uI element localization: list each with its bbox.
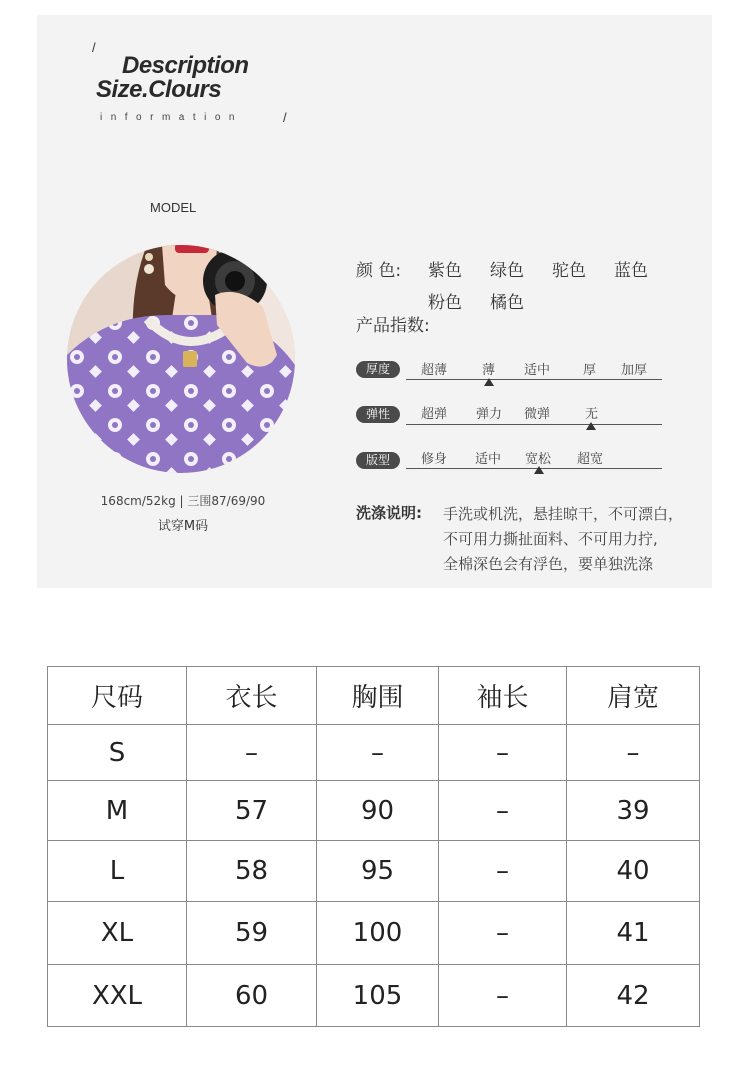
table-cell: 41 — [567, 902, 700, 965]
color-option: 粉色 — [428, 293, 462, 313]
table-cell: L — [48, 841, 187, 902]
table-cell: – — [187, 725, 317, 781]
color-option: 紫色 — [428, 261, 462, 281]
scale-option: 适中 — [524, 363, 551, 378]
table-header-cell: 袖长 — [439, 667, 567, 725]
scale-tag-elasticity: 弹性 — [356, 406, 400, 423]
scale-option: 适中 — [475, 452, 502, 467]
table-header-cell: 衣长 — [187, 667, 317, 725]
table-cell: – — [439, 725, 567, 781]
table-cell: – — [439, 781, 567, 841]
scale-option: 厚 — [583, 363, 597, 378]
title-size-colours: Size.Clours — [96, 76, 222, 103]
product-index-label: 产品指数: — [356, 316, 430, 336]
table-cell: 105 — [317, 965, 439, 1027]
table-header-cell: 胸围 — [317, 667, 439, 725]
title-description: Description — [122, 52, 249, 79]
table-cell: – — [439, 841, 567, 902]
colors-label: 颜 色: — [356, 261, 402, 281]
table-cell: – — [439, 965, 567, 1027]
scale-option: 薄 — [482, 363, 496, 378]
table-cell: 57 — [187, 781, 317, 841]
scale-tag-fit: 版型 — [356, 452, 400, 469]
color-option: 绿色 — [490, 261, 524, 281]
table-cell: 39 — [567, 781, 700, 841]
model-label: MODEL — [150, 200, 197, 215]
scale-option: 弹力 — [476, 407, 503, 422]
table-row — [48, 902, 700, 965]
table-cell: 95 — [317, 841, 439, 902]
table-cell: – — [317, 725, 439, 781]
model-photo — [67, 245, 295, 473]
model-illustration-icon — [67, 245, 295, 473]
table-cell: 59 — [187, 902, 317, 965]
scale-option: 无 — [585, 407, 599, 422]
size-table — [47, 666, 700, 1027]
scale-option: 超宽 — [577, 452, 604, 467]
subtitle-information: information — [100, 112, 243, 123]
scale-marker-icon — [484, 378, 494, 386]
scale-tag-thickness: 厚度 — [356, 361, 400, 378]
color-option: 橘色 — [490, 293, 524, 313]
table-header-row — [48, 667, 700, 725]
scale-option: 微弹 — [524, 407, 551, 422]
table-cell: – — [567, 725, 700, 781]
table-cell: 90 — [317, 781, 439, 841]
table-cell: M — [48, 781, 187, 841]
care-label: 洗涤说明: — [356, 504, 422, 522]
table-header-cell: 肩宽 — [567, 667, 700, 725]
scale-marker-icon — [586, 422, 596, 430]
table-row — [48, 781, 700, 841]
table-cell: S — [48, 725, 187, 781]
scale-marker-icon — [534, 466, 544, 474]
table-cell: 42 — [567, 965, 700, 1027]
table-cell: – — [439, 902, 567, 965]
model-measurements: 168cm/52kg | 三围87/69/90 — [100, 494, 266, 508]
care-line: 手洗或机洗，悬挂晾干，不可漂白， — [443, 505, 684, 523]
scale-option: 修身 — [421, 452, 448, 467]
scale-line — [406, 424, 662, 425]
table-cell: 100 — [317, 902, 439, 965]
color-option: 蓝色 — [614, 261, 648, 281]
table-cell: XL — [48, 902, 187, 965]
scale-option: 超薄 — [421, 363, 448, 378]
table-cell: 60 — [187, 965, 317, 1027]
table-cell: 58 — [187, 841, 317, 902]
scale-line — [406, 379, 662, 380]
table-header-cell: 尺码 — [48, 667, 187, 725]
table-row — [48, 965, 700, 1027]
table-cell: XXL — [48, 965, 187, 1027]
scale-option: 超弹 — [421, 407, 448, 422]
color-option: 驼色 — [552, 261, 586, 281]
table-row — [48, 841, 700, 902]
decor-slash: / — [92, 40, 96, 55]
scale-option: 加厚 — [621, 363, 648, 378]
scale-option: 宽松 — [525, 452, 552, 467]
table-row — [48, 725, 700, 781]
model-fit-size: 试穿M码 — [157, 519, 209, 534]
care-line: 不可用力撕扯面料、不可用力拧, — [443, 530, 658, 548]
table-cell: 40 — [567, 841, 700, 902]
decor-slash: / — [283, 110, 287, 125]
care-line: 全棉深色会有浮色，要单独洗涤 — [443, 555, 654, 573]
